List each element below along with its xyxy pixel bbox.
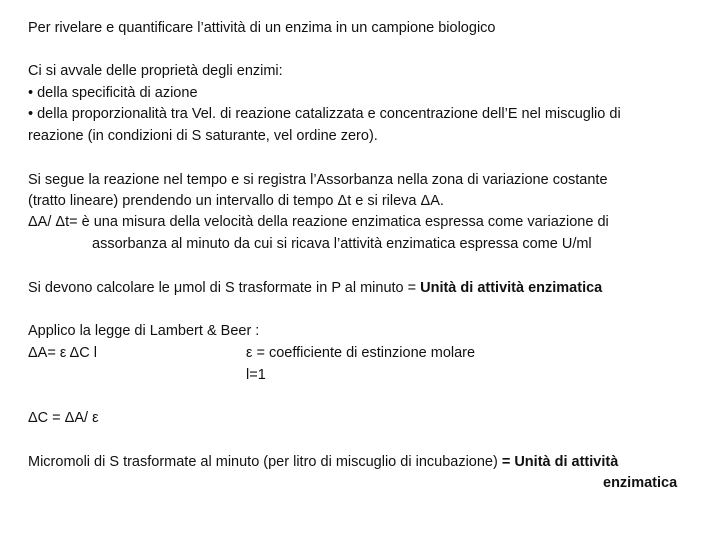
- reaction-paragraph-line1: Si segue la reazione nel tempo e si registra l’Assorbanza nella zona di variazione costante: [28, 172, 608, 188]
- reaction-paragraph-line2: (tratto lineare) prendendo un intervallo di tempo Δt e si rileva ΔA.: [28, 193, 444, 209]
- path-length-definition: l=1: [246, 367, 266, 383]
- bullet-proportionality: • della proporzionalità tra Vel. di reazione catalizzata e concentrazione dell’E nel miscuglio di: [28, 106, 621, 122]
- concentration-formula: ΔC = ΔA/ ε: [28, 410, 99, 426]
- lambert-beer-formula: ΔA= ε ΔC l: [28, 345, 97, 361]
- unit-definition-bold: Unità di attività enzimatica: [420, 280, 603, 296]
- micromoles-statement: [28, 451, 618, 473]
- slide-title: Per rivelare e quantificare l’attività di un enzima in un campione biologico: [28, 20, 496, 36]
- bullet-specificity: • della specificità di azione: [28, 85, 198, 101]
- properties-intro: Ci si avvale delle proprietà degli enzimi:: [28, 63, 283, 79]
- reaction-paragraph-line4: assorbanza al minuto da cui si ricava l’attività enzimatica espressa come U/ml: [92, 236, 592, 252]
- micromoles-unit-bold: = Unità di attività: [501, 454, 619, 470]
- bullet-proportionality-cont: reazione (in condizioni di S saturante, vel ordine zero).: [28, 128, 378, 144]
- calculation-statement: [28, 277, 602, 299]
- calculation-text: Si devono calcolare le μmol di S trasformate in P al minuto =: [28, 280, 421, 296]
- epsilon-definition: ε = coefficiente di estinzione molare: [246, 345, 476, 361]
- reaction-paragraph-line3: ΔA/ Δt= è una misura della velocità della reazione enzimatica espressa come variazione di: [28, 214, 609, 230]
- micromoles-unit-bold-cont: enzimatica: [603, 475, 678, 491]
- micromoles-text: Micromoli di S trasformate al minuto (per litro di miscuglio di incubazione): [28, 454, 502, 470]
- lambert-beer-intro: Applico la legge di Lambert & Beer :: [28, 323, 260, 339]
